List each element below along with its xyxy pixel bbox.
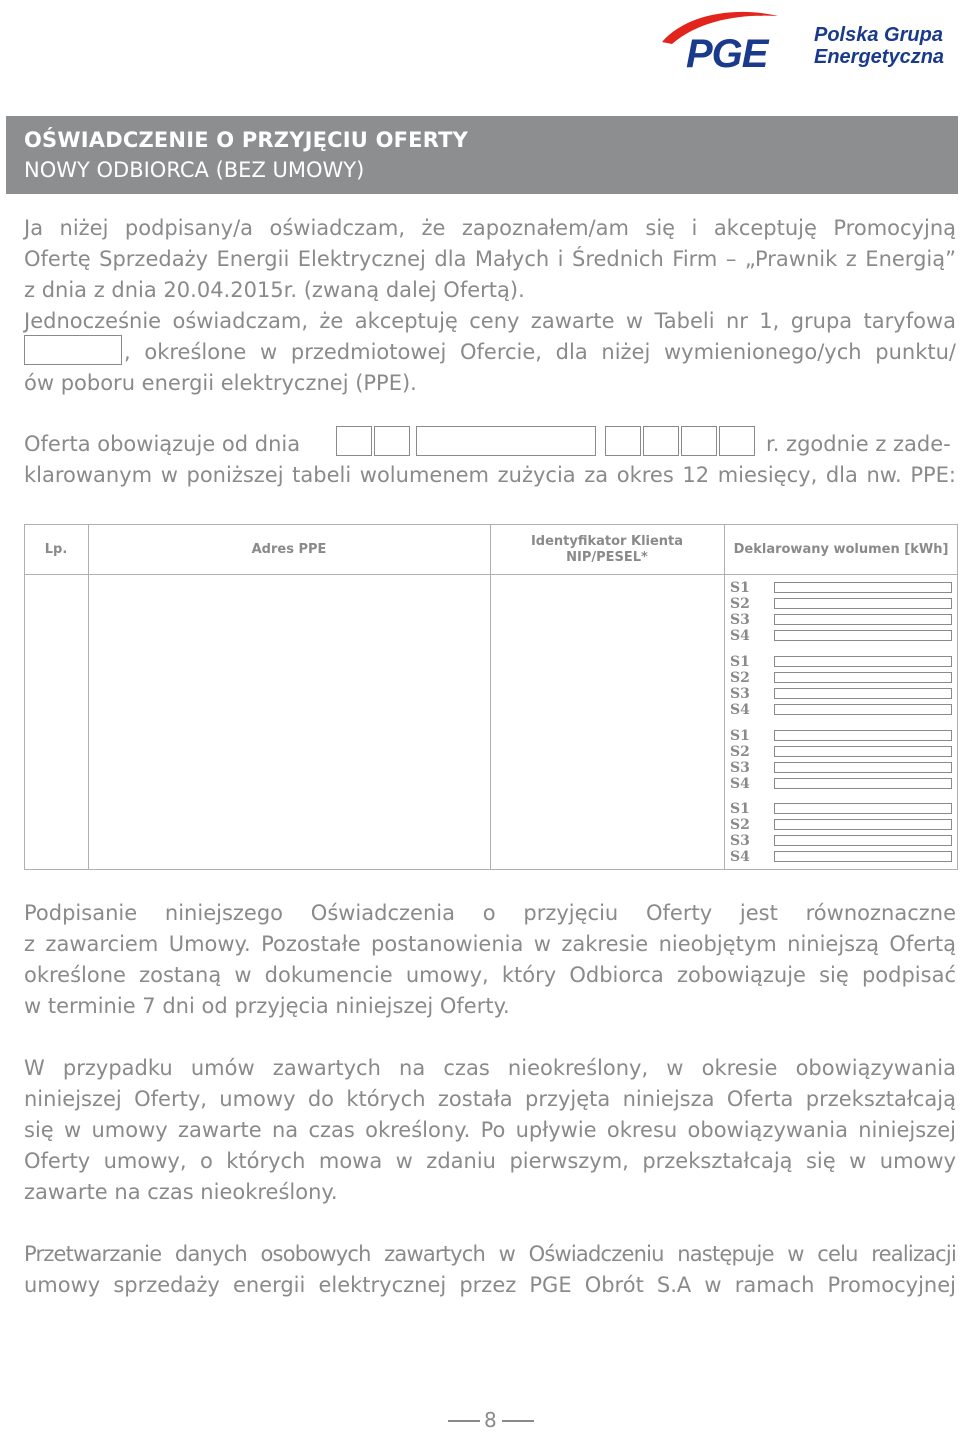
volume-field-s4[interactable] (774, 778, 952, 789)
volume-zones (724, 574, 958, 869)
table-header-lp: Lp. (44, 542, 68, 557)
volume-field-s3[interactable] (774, 835, 952, 846)
table-header-client-id: Identyfikator Klienta NIP/PESEL* (530, 534, 684, 565)
document-title-band (6, 116, 958, 194)
brand-name-line2: Energetyczna (814, 46, 945, 68)
volume-field-s1[interactable] (774, 582, 952, 593)
date-day-digit-1[interactable] (336, 426, 372, 456)
zone-label-s4: S4 (730, 849, 750, 866)
para2-line-2: niniejszej Oferty, umowy do których została przyjęta niniejsza Oferta przekształcają (24, 1087, 956, 1111)
zone-label-s1: S1 (730, 801, 750, 818)
zone-label-s3: S3 (730, 833, 750, 850)
table-header-volume: Deklarowany wolumen [kWh] (733, 542, 949, 557)
zone-label-s2: S2 (730, 817, 750, 834)
date-year-digit-4[interactable] (719, 426, 755, 456)
document-subtitle: NOWY ODBIORCA (BEZ UMOWY) (24, 158, 365, 182)
intro-line-6: ów poboru energii elektrycznej (PPE). (24, 371, 417, 395)
volume-field-s4[interactable] (774, 630, 952, 641)
date-month-field[interactable] (416, 426, 596, 456)
zone-label-s3: S3 (730, 759, 750, 776)
volume-field-s2[interactable] (774, 672, 952, 683)
volume-field-s3[interactable] (774, 688, 952, 699)
volume-field-s4[interactable] (774, 851, 952, 862)
zone-label-s1: S1 (730, 727, 750, 744)
volume-field-s3[interactable] (774, 762, 952, 773)
page-number-dash-left (448, 1420, 480, 1422)
volume-field-s3[interactable] (774, 614, 952, 625)
volume-field-s2[interactable] (774, 746, 952, 757)
para3-line-1: Przetwarzanie danych osobowych zawartych w Oświadczeniu następuje w celu realizacji (24, 1242, 956, 1266)
para1-line-1: Podpisanie niniejszego Oświadczenia o przyjęciu Oferty jest równoznaczne (24, 901, 956, 925)
zone-label-s3: S3 (730, 612, 750, 628)
zone-label-s1: S1 (730, 653, 750, 670)
zone-label-s4: S4 (730, 775, 750, 792)
zone-label-s4: S4 (730, 701, 750, 718)
intro-line-1: Ja niżej podpisany/a oświadczam, że zapoznałem/am się i akceptuję Promocyjną (24, 216, 956, 240)
document-title: OŚWIADCZENIE O PRZYJĘCIU OFERTY (24, 128, 469, 152)
date-year-digit-2[interactable] (643, 426, 679, 456)
pge-mark-text: PGE (686, 32, 768, 76)
page-number: 8 (484, 1408, 497, 1432)
validity-suffix: r. zgodnie z zade- (766, 432, 951, 456)
zone-label-s2: S2 (730, 743, 750, 760)
para1-line-3: określone zostaną w dokumencie umowy, który Odbiorca zobowiązuje się podpisać (24, 963, 956, 987)
validity-label: Oferta obowiązuje od dnia (24, 432, 301, 456)
date-year-digit-3[interactable] (681, 426, 717, 456)
volume-field-s1[interactable] (774, 730, 952, 741)
intro-line-5: , określone w przedmiotowej Ofercie, dla niżej wymienionego/ych punktu/ (124, 340, 956, 364)
para2-line-5: zawarte na czas nieokreślony. (24, 1180, 338, 1204)
intro-line-3: z dnia z dnia 20.04.2015r. (zwaną dalej Ofertą). (24, 278, 525, 302)
validity-line-2: klarowanym w poniższej tabeli wolumenem zużycia za okres 12 miesięcy, dla nw. PPE: (24, 463, 956, 487)
volume-field-s1[interactable] (774, 803, 952, 814)
para2-line-3: się w umowy zawarte na czas określony. Po upływie okresu obowiązywania niniejszej (24, 1118, 956, 1142)
date-day-digit-2[interactable] (374, 426, 410, 456)
para3-line-2: umowy sprzedaży energii elektrycznej przez PGE Obrót S.A w ramach Promocyjnej (24, 1273, 956, 1297)
zone-label-s2: S2 (730, 669, 750, 686)
brand-name-line1: Polska Grupa (814, 24, 943, 46)
page-number-dash-right (502, 1420, 534, 1422)
para1-line-2: z zawarciem Umowy. Pozostałe postanowienia w zakresie nieobjętym niniejszą Ofertą (24, 932, 956, 956)
volume-field-s1[interactable] (774, 656, 952, 667)
date-year-digit-1[interactable] (605, 426, 641, 456)
zone-label-s2: S2 (730, 596, 750, 612)
volume-field-s2[interactable] (774, 819, 952, 830)
zone-label-s3: S3 (730, 685, 750, 702)
volume-field-s2[interactable] (774, 598, 952, 609)
para1-line-4: w terminie 7 dni od przyjęcia niniejszej Oferty. (24, 994, 510, 1018)
ppe-table (24, 524, 958, 870)
volume-field-s4[interactable] (774, 704, 952, 715)
tariff-group-field[interactable] (24, 335, 122, 365)
para2-line-1: W przypadku umów zawartych na czas nieokreślony, w okresie obowiązywania (24, 1056, 956, 1080)
pge-logo (656, 8, 956, 78)
zone-label-s1: S1 (730, 580, 750, 596)
table-header-address: Adres PPE (251, 542, 327, 557)
intro-line-4: Jednocześnie oświadczam, że akceptuję ceny zawarte w Tabeli nr 1, grupa taryfowa (24, 309, 956, 333)
zone-label-s4: S4 (730, 628, 750, 644)
intro-line-2: Ofertę Sprzedaży Energii Elektrycznej dla Małych i Średnich Firm – „Prawnik z Energią” (24, 247, 956, 271)
para2-line-4: Oferty umowy, o których mowa w zdaniu pierwszym, przekształcają się w umowy (24, 1149, 956, 1173)
